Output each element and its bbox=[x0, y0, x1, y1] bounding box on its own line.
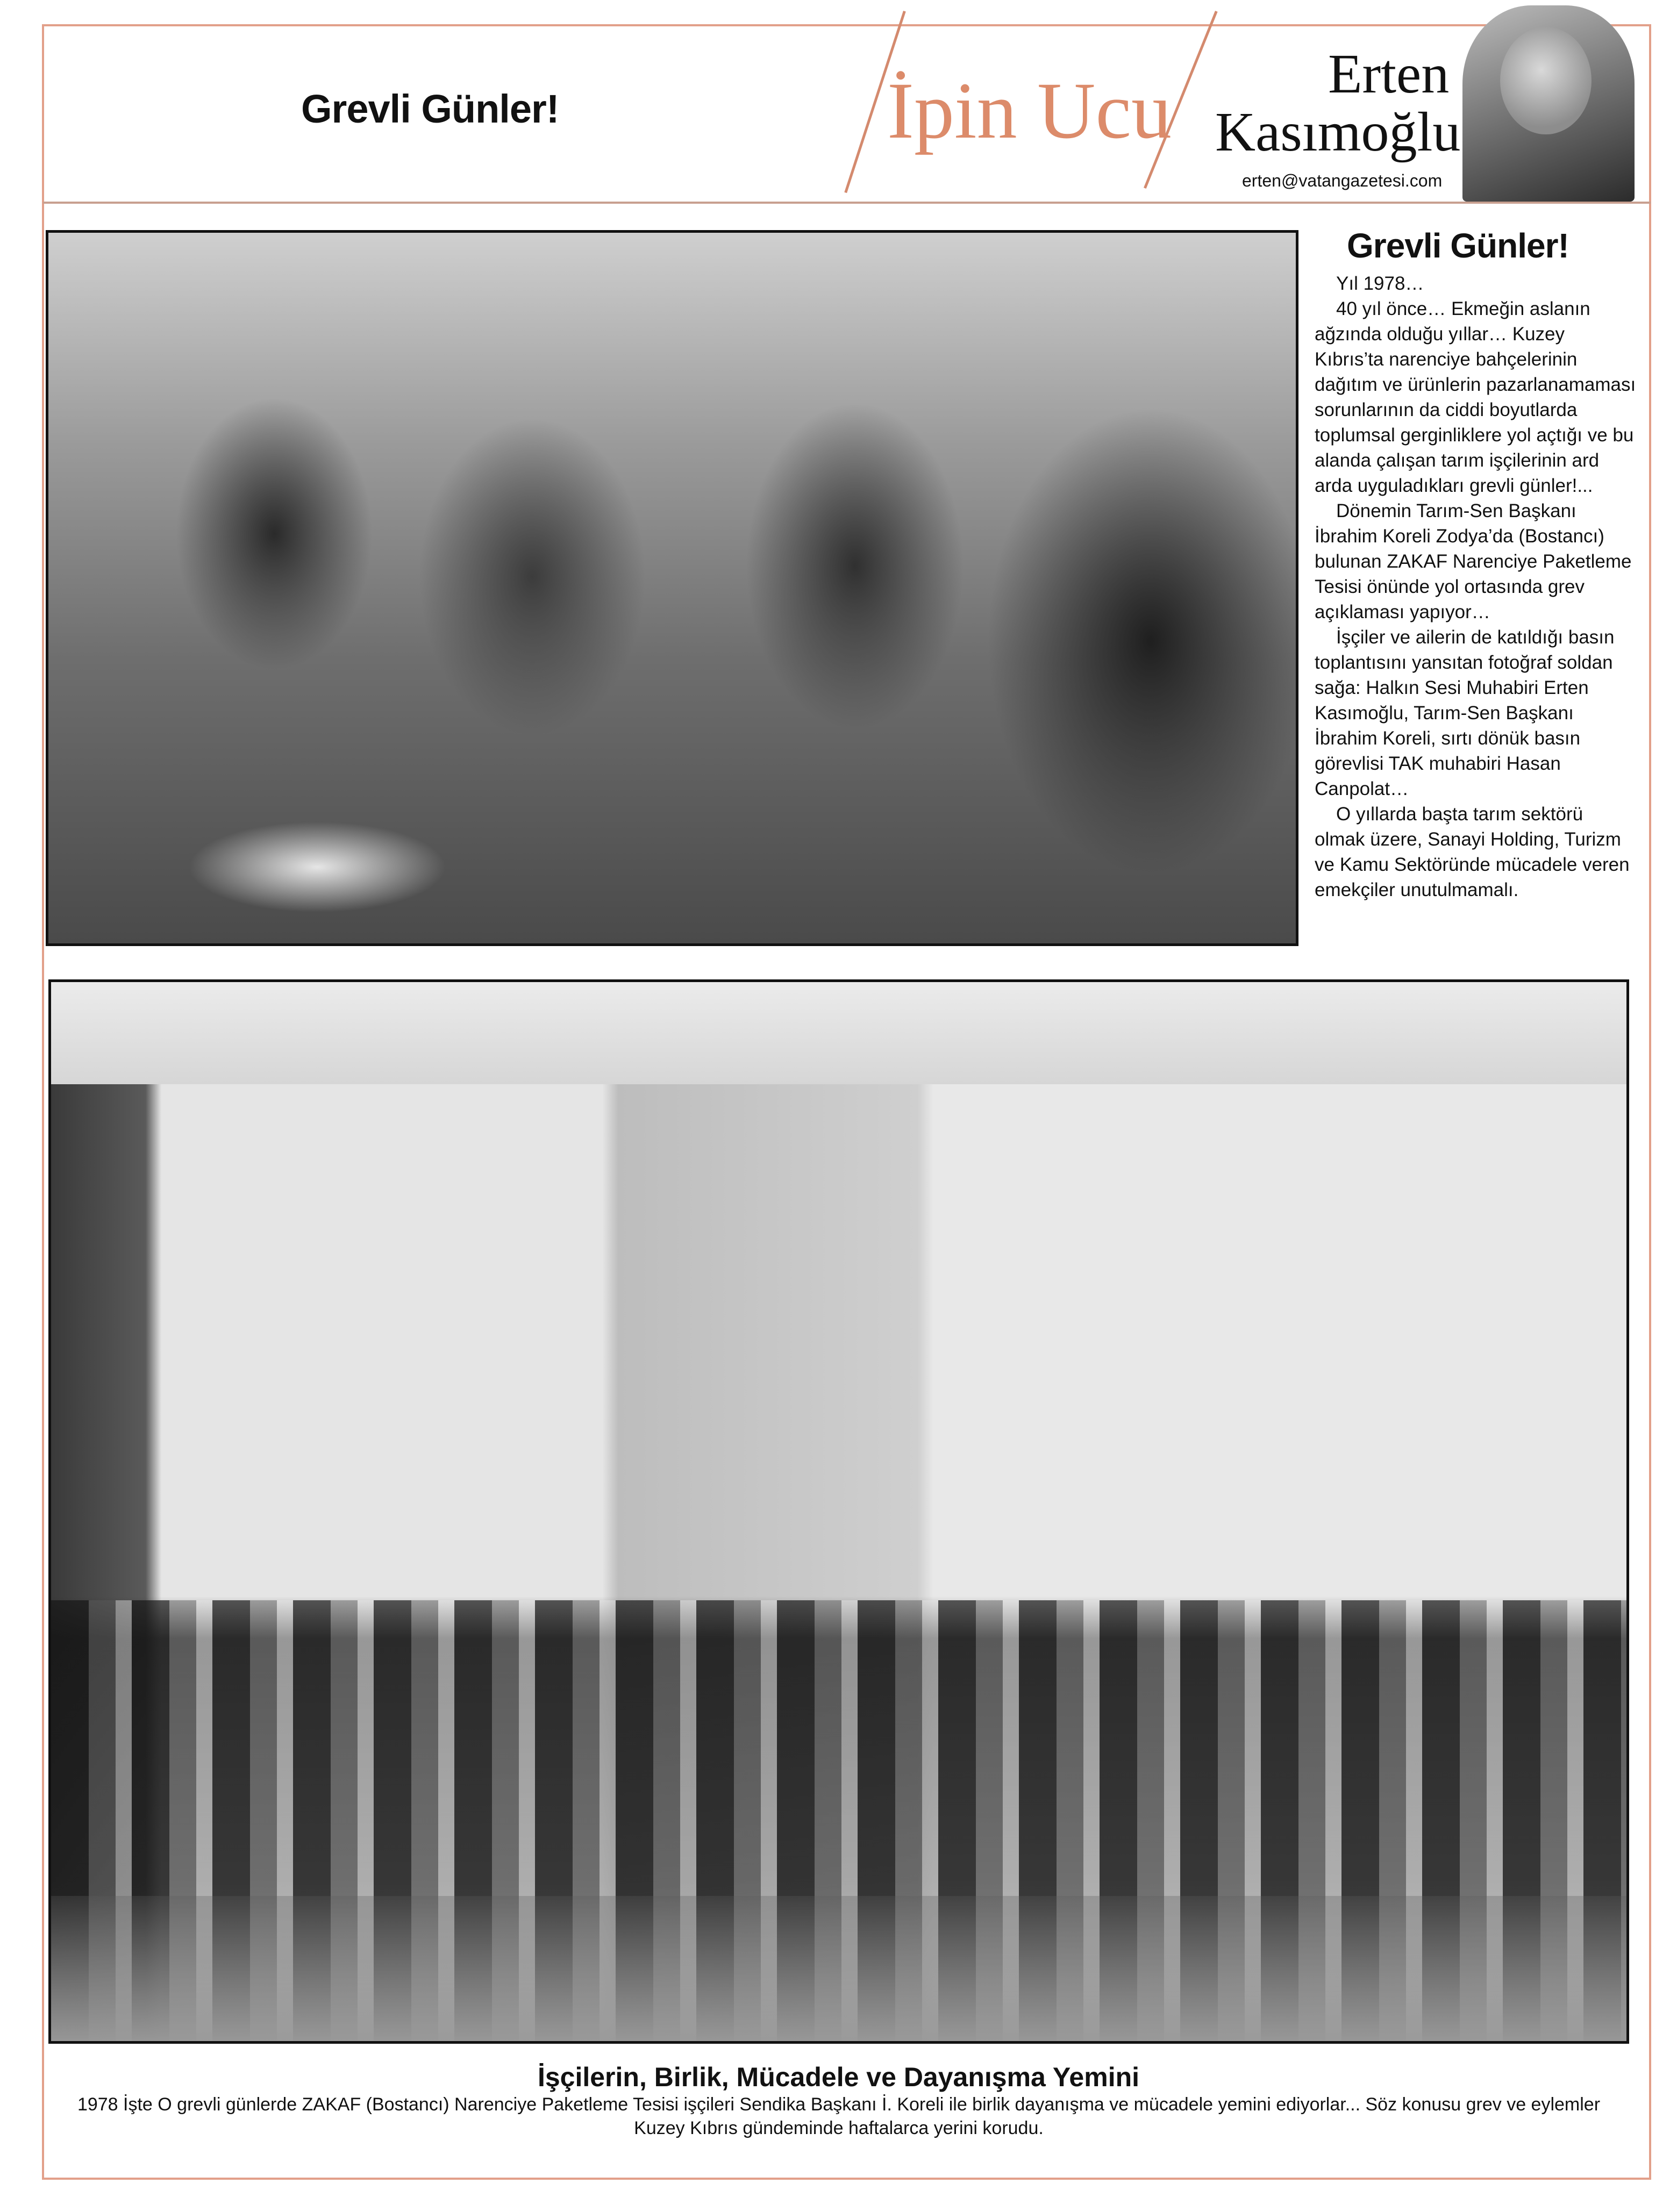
section-title: Grevli Günler! bbox=[301, 87, 559, 131]
author-last-name: Kasımoğlu bbox=[1215, 101, 1461, 163]
author-email: erten@vatangazetesi.com bbox=[1242, 171, 1443, 190]
sidebar-paragraph: İşçiler ve ailerin de katıldığı basın toplantısını yansıtan fotoğraf soldan sağa: Halkın Sesi Muhabiri Erten Kasımoğlu, Tarım-Sen Başkanı İbrahim Koreli, sırtı dönük basın görevlisi TAK muhabiri Hasan Canpolat… bbox=[1315, 627, 1615, 799]
workers-oath-photo bbox=[48, 979, 1629, 2044]
ground bbox=[51, 1896, 1626, 2044]
caption-text: 1978 İşte O grevli günlerde ZAKAF (Bostancı) Narenciye Paketleme Tesisi işçileri Sendika Başkanı İ. Koreli ile birlik dayanışma ve mücadele yemini ediyorlar... Söz konusu grev ve eylemler Kuzey Kıbrıs gündeminde haftalarca yerini korudu. bbox=[77, 2094, 1601, 2138]
sidebar-paragraph: Yıl 1978… bbox=[1336, 273, 1424, 294]
sidebar-paragraph: O yıllarda başta tarım sektörü olmak üzere, Sanayi Holding, Turizm ve Kamu Sektöründe mücadele veren emekçiler unutulmamalı. bbox=[1315, 804, 1630, 900]
caption-title: İşçilerin, Birlik, Mücadele ve Dayanışma Yemini bbox=[537, 2062, 1140, 2092]
sidebar-body bbox=[1315, 271, 1637, 903]
press-conference-photo bbox=[46, 230, 1298, 946]
header-rule bbox=[43, 202, 1651, 204]
sidebar-title: Grevli Günler! bbox=[1347, 226, 1569, 265]
column-name: İpin Ucu bbox=[887, 66, 1172, 155]
sidebar-article bbox=[1315, 226, 1637, 903]
sidebar-paragraph: 40 yıl önce… Ekmeğin aslanın ağzında olduğu yıllar… Kuzey Kıbrıs’ta narenciye bahçelerinin dağıtım ve ürünlerin pazarlanamaması sorunlarının da ciddi boyutlarda toplumsal gerginliklere yol açtığı ve bu alanda çalışan tarım işçilerinin ard arda uyguladıkları grevli günler!... bbox=[1315, 298, 1636, 496]
author-portrait bbox=[1462, 5, 1635, 202]
sidebar-paragraph: Dönemin Tarım-Sen Başkanı İbrahim Koreli Zodya’da (Bostancı) bulunan ZAKAF Narenciye Paketleme Tesisi önünde yol ortasında grev açıklaması yapıyor… bbox=[1315, 500, 1632, 622]
building-roof bbox=[51, 982, 1626, 1084]
author-first-name: Erten bbox=[1328, 43, 1450, 105]
